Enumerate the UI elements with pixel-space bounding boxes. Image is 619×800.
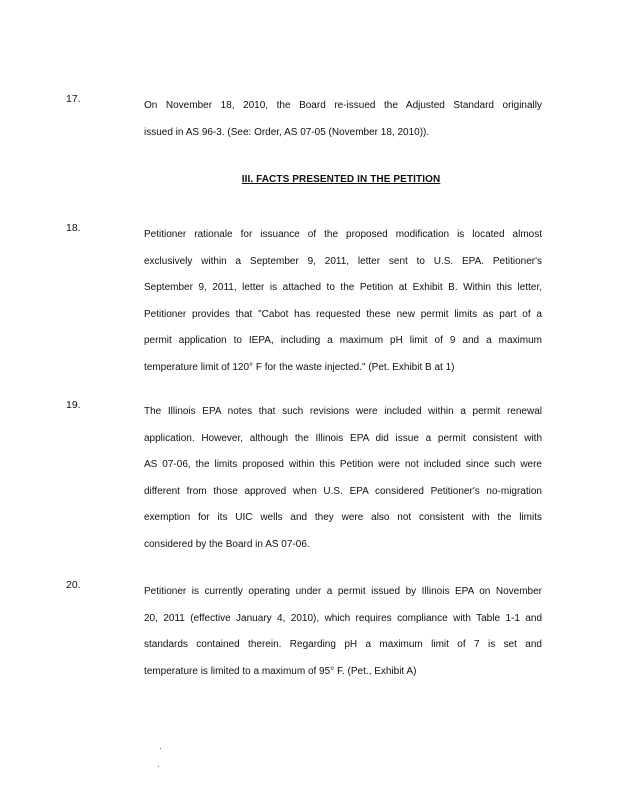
paragraph-line: On November 18, 2010, the Board re-issued the Adjusted Standard originally	[144, 100, 542, 111]
paragraph-line: Petitioner rationale for issuance of the proposed modification is located almost	[144, 229, 542, 240]
paragraph-line: standards contained therein. Regarding pH a maximum limit of 7 is set and	[144, 639, 542, 651]
scan-speck	[158, 766, 159, 767]
paragraph-line: Petitioner is currently operating under a permit issued by Illinois EPA on November	[144, 586, 542, 597]
paragraph-line: exclusively within a September 9, 2011, letter sent to U.S. EPA. Petitioner's	[144, 255, 542, 267]
paragraph-number: 19.	[66, 399, 81, 411]
paragraph-text	[144, 399, 542, 559]
paragraph-number: 18.	[66, 222, 81, 234]
paragraph-line: different from those approved when U.S. EPA considered Petitioner's no-migration	[144, 485, 542, 497]
paragraph-text	[144, 222, 542, 382]
paragraph-text	[144, 579, 542, 685]
paragraph-line: September 9, 2011, letter is attached to the Petition at Exhibit B. Within this letter,	[144, 282, 542, 294]
paragraph-line: issued in AS 96-3. (See: Order, AS 07-05 (November 18, 2010)).	[144, 126, 430, 138]
paragraph-line: considered by the Board in AS 07-06.	[144, 538, 310, 550]
paragraph-line: The Illinois EPA notes that such revisions were included within a permit renewal	[144, 406, 542, 417]
paragraph-line: temperature limit of 120° F for the waste injected." (Pet. Exhibit B at 1)	[144, 361, 455, 373]
paragraph-line: temperature is limited to a maximum of 95° F. (Pet., Exhibit A)	[144, 665, 417, 677]
paragraph-line: 20, 2011 (effective January 4, 2010), which requires compliance with Table 1-1 and	[144, 612, 542, 624]
paragraph-line: application. However, although the Illinois EPA did issue a permit consistent with	[144, 432, 542, 444]
paragraph-line: Petitioner provides that "Cabot has requested these new permit limits as part of a	[144, 308, 542, 320]
paragraph-line: exemption for its UIC wells and they were also not consistent with the limits	[144, 512, 542, 524]
paragraph-text	[144, 93, 542, 146]
paragraph-line: AS 07-06, the limits proposed within this Petition were not included since such were	[144, 459, 542, 471]
paragraph-number: 20.	[66, 579, 81, 591]
scan-speck	[160, 748, 161, 749]
section-heading: III. FACTS PRESENTED IN THE PETITION	[241, 174, 441, 185]
paragraph-number: 17.	[66, 93, 81, 105]
paragraph-line: permit application to IEPA, including a maximum pH limit of 9 and a maximum	[144, 335, 542, 347]
